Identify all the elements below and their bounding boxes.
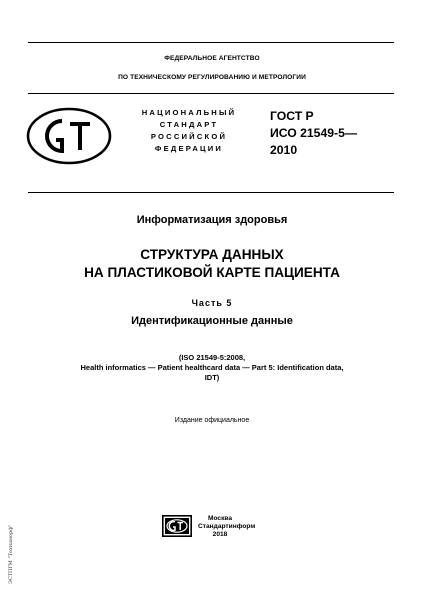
agency-line-2: ПО ТЕХНИЧЕСКОМУ РЕГУЛИРОВАНИЮ И МЕТРОЛОГИИ (118, 74, 306, 81)
standard-designation (270, 108, 357, 159)
edition-note: Издание официальное (174, 417, 250, 424)
designation-line-3: 2010 (270, 143, 298, 157)
standartinform-logo-icon (162, 515, 192, 537)
subject-area-title: Информатизация здоровья (136, 214, 288, 226)
publisher-name: Стандартинформ (198, 523, 256, 530)
header-bottom-rule (28, 192, 394, 193)
standard-label-line-1: НАЦИОНАЛЬНЫЙ (141, 108, 237, 117)
main-title-line-2: НА ПЛАСТИКОВОЙ КАРТЕ ПАЦИЕНТА (84, 265, 340, 280)
iso-reference-line-1: (ISO 21549-5:2008, (178, 353, 246, 362)
standard-label-line-4: ФЕДЕРАЦИИ (154, 144, 224, 153)
publisher-city: Москва (207, 515, 233, 522)
main-title-line-1: СТРУКТУРА ДАННЫХ (140, 247, 284, 262)
agency-line-1: ФЕДЕРАЛЬНОЕ АГЕНТСТВО (164, 55, 260, 62)
part-number: Часть 5 (191, 298, 233, 308)
designation-line-1: ГОСТ Р (270, 109, 314, 123)
part-subtitle: Идентификационные данные (131, 315, 293, 327)
iso-reference (0, 353, 424, 383)
header-rule (28, 93, 394, 94)
designation-line-2: ИСО 21549-5— (270, 126, 358, 140)
top-rule (28, 42, 394, 43)
side-margin-note: ЭСТПГМ "Технаморф" (8, 524, 14, 584)
publisher-year: 2018 (212, 531, 228, 538)
iso-reference-line-2: Health informatics — Patient healthcard data — Part 5: Identification data, (80, 363, 344, 372)
standard-label-line-3: РОССИЙСКОЙ (150, 132, 228, 141)
main-title (0, 246, 424, 282)
gost-r-emblem-icon (26, 106, 112, 166)
national-standard-label (130, 107, 248, 155)
iso-reference-line-3: IDT) (204, 373, 220, 382)
standard-label-line-2: СТАНДАРТ (159, 120, 219, 129)
publisher-info (198, 515, 256, 539)
